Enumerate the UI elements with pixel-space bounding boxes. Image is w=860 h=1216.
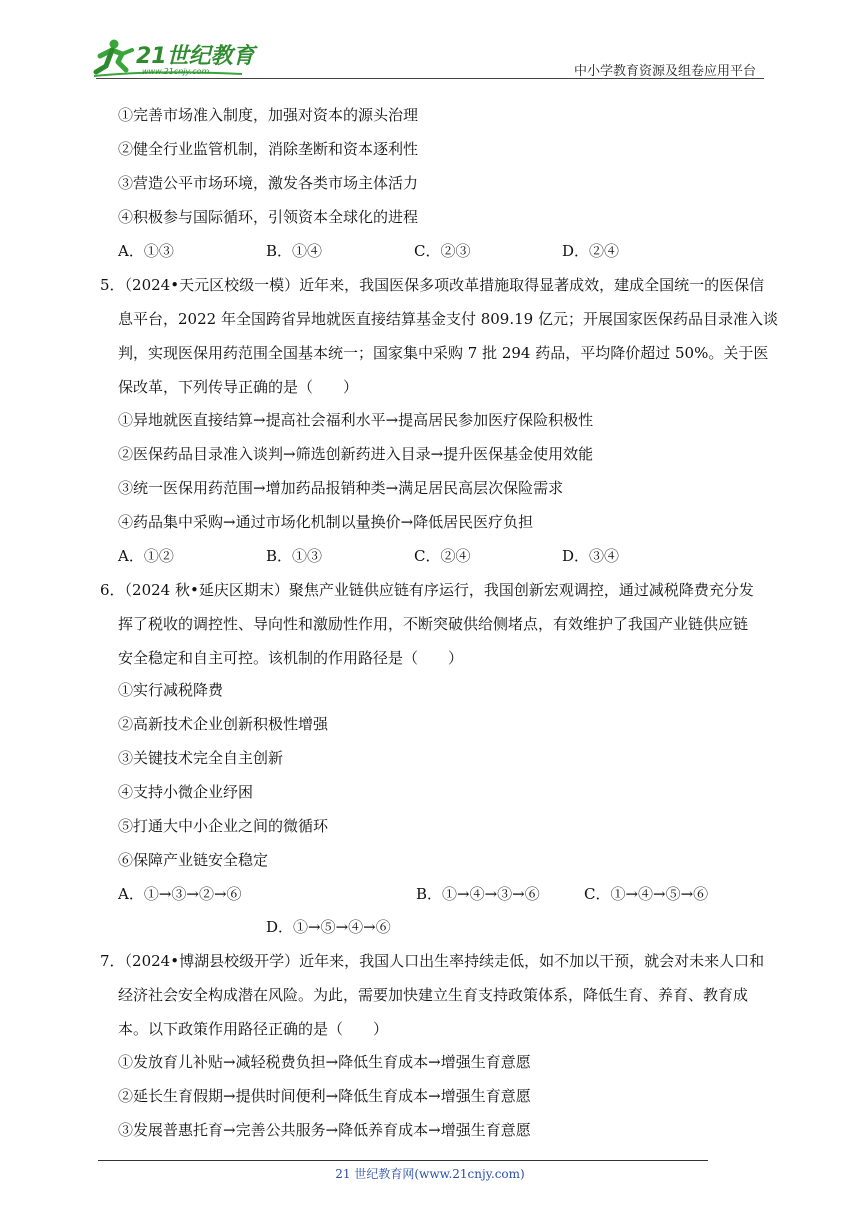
footer-divider [98, 1160, 708, 1161]
q7-item-3: ③发展普惠托育→完善公共服务→降低养育成本→增强生育意愿 [118, 1121, 531, 1139]
q5-item-4: ④药品集中采购→通过市场化机制以量换价→降低居民医疗负担 [118, 513, 534, 531]
q4-option-a: A．①③ [118, 242, 174, 260]
q4-item-3: ③营造公平市场环境，激发各类市场主体活力 [118, 174, 419, 192]
q6-stem-line-2: 挥了税收的调控性、导向性和激励性作用，不断突破供给侧堵点，有效维护了我国产业链供应链 [118, 615, 749, 633]
q5-item-3: ③统一医保用药范围→增加药品报销种类→满足居民高层次保险需求 [118, 479, 564, 497]
svg-text:www.21cnjy.com: www.21cnjy.com [142, 67, 210, 76]
q6-item-1: ①实行减税降费 [118, 681, 224, 699]
q5-stem-line-2: 息平台，2022 年全国跨省异地就医直接结算基金支付 809.19 亿元；开展国家医保药品目录准入谈 [118, 310, 778, 328]
q5-option-a: A．①② [118, 547, 174, 565]
q4-option-c: C．②③ [414, 242, 471, 260]
site-logo [92, 36, 262, 80]
q5-item-2: ②医保药品目录准入谈判→筛选创新药进入目录→提升医保基金使用效能 [118, 445, 594, 463]
q4-option-b: B．①④ [266, 242, 323, 260]
q6-stem-line-1: 6．（2024 秋•延庆区期末）聚焦产业链供应链有序运行，我国创新宏观调控，通过减税降费充分发 [100, 581, 754, 599]
q7-stem-line-1: 7．（2024•博湖县校级开学）近年来，我国人口出生率持续走低，如不加以干预，就会对未来人口和 [100, 952, 765, 970]
q7-item-1: ①发放育儿补贴→减轻税费负担→降低生育成本→增强生育意愿 [118, 1053, 531, 1071]
platform-title: 中小学教育资源及组卷应用平台 [573, 64, 756, 79]
q6-stem-line-3: 安全稳定和自主可控。该机制的作用路径是（ ） [118, 649, 464, 667]
svg-text:21世纪教育: 21世纪教育 [136, 44, 255, 69]
q6-item-5: ⑤打通大中小企业之间的微循环 [118, 817, 329, 835]
q6-item-3: ③关键技术完全自主创新 [118, 749, 284, 767]
q6-item-2: ②高新技术企业创新积极性增强 [118, 715, 329, 733]
q7-stem-line-3: 本。以下政策作用路径正确的是（ ） [118, 1020, 389, 1038]
q5-stem-line-4: 保改革，下列传导正确的是（ ） [118, 378, 359, 396]
q5-option-b: B．①③ [266, 547, 323, 565]
header-divider [96, 78, 764, 79]
q6-option-d: D．①→⑤→④→⑥ [266, 918, 391, 936]
q5-item-1: ①异地就医直接结算→提高社会福利水平→提高居民参加医疗保险积极性 [118, 411, 594, 429]
q6-item-6: ⑥保障产业链安全稳定 [118, 851, 269, 869]
q4-option-d: D．②④ [562, 242, 620, 260]
q5-stem-line-1: 5．（2024•天元区校级一模）近年来，我国医保多项改革措施取得显著成效，建成全国统一的医保信 [100, 276, 765, 294]
footer-text: 21 世纪教育网(www.21cnjy.com) [335, 1167, 525, 1181]
runner-icon [96, 40, 132, 73]
q7-stem-line-2: 经济社会安全构成潜在风险。为此，需要加快建立生育支持政策体系，降低生育、养育、教育成 [118, 986, 749, 1004]
q6-option-a: A．①→③→②→⑥ [118, 885, 242, 903]
q5-stem-line-3: 判，实现医保用药范围全国基本统一；国家集中采购 7 批 294 药品，平均降价超过 50%。关于医 [118, 344, 769, 362]
q4-item-4: ④积极参与国际循环，引领资本全球化的进程 [118, 208, 419, 226]
q5-option-d: D．③④ [562, 547, 620, 565]
q6-option-b: B．①→④→③→⑥ [416, 885, 540, 903]
q4-item-1: ①完善市场准入制度，加强对资本的源头治理 [118, 106, 419, 124]
page-header [92, 36, 764, 80]
q6-item-4: ④支持小微企业纾困 [118, 783, 254, 801]
q7-item-2: ②延长生育假期→提供时间便利→降低生育成本→增强生育意愿 [118, 1087, 531, 1105]
q6-option-c: C．①→④→⑤→⑥ [584, 885, 709, 903]
q4-item-2: ②健全行业监管机制，消除垄断和资本逐利性 [118, 140, 419, 158]
q5-option-c: C．②④ [414, 547, 471, 565]
